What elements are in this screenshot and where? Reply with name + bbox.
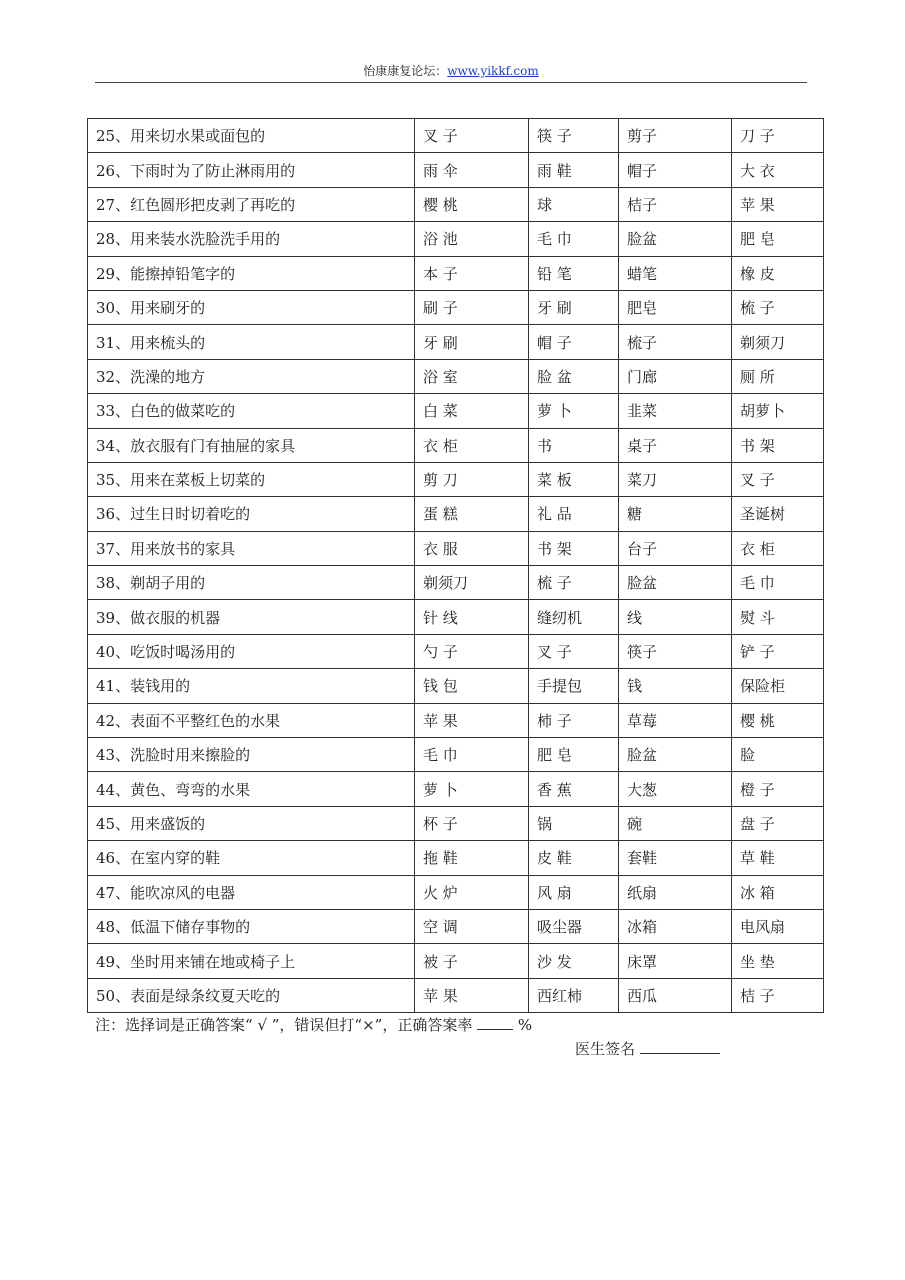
answer-option[interactable]: 纸扇 bbox=[619, 875, 732, 909]
answer-option[interactable]: 台子 bbox=[619, 531, 732, 565]
answer-option[interactable]: 浴 室 bbox=[415, 359, 529, 393]
answer-option[interactable]: 牙 刷 bbox=[529, 290, 619, 324]
answer-option[interactable]: 毛 巾 bbox=[732, 566, 824, 600]
question-row bbox=[88, 978, 824, 1012]
question-row bbox=[88, 772, 824, 806]
answer-option[interactable]: 手提包 bbox=[529, 669, 619, 703]
answer-option[interactable]: 橡 皮 bbox=[732, 256, 824, 290]
answer-option[interactable]: 叉 子 bbox=[732, 462, 824, 496]
question-text: 29、能擦掉铅笔字的 bbox=[88, 256, 415, 290]
answer-option[interactable]: 苹 果 bbox=[732, 187, 824, 221]
question-text: 49、坐时用来铺在地或椅子上 bbox=[88, 944, 415, 978]
answer-option[interactable]: 缝纫机 bbox=[529, 600, 619, 634]
answer-option[interactable]: 盘 子 bbox=[732, 806, 824, 840]
question-row bbox=[88, 325, 824, 359]
question-row bbox=[88, 290, 824, 324]
answer-option[interactable]: 筷子 bbox=[619, 634, 732, 668]
answer-option[interactable]: 书 架 bbox=[732, 428, 824, 462]
answer-option[interactable]: 梳 子 bbox=[529, 566, 619, 600]
question-text: 36、过生日时切着吃的 bbox=[88, 497, 415, 531]
question-row bbox=[88, 703, 824, 737]
question-row bbox=[88, 875, 824, 909]
answer-option[interactable]: 钱 bbox=[619, 669, 732, 703]
question-row bbox=[88, 566, 824, 600]
answer-option[interactable]: 剃须刀 bbox=[732, 325, 824, 359]
answer-option[interactable]: 樱 桃 bbox=[732, 703, 824, 737]
answer-option[interactable]: 橙 子 bbox=[732, 772, 824, 806]
answer-option[interactable]: 礼 品 bbox=[529, 497, 619, 531]
question-row bbox=[88, 394, 824, 428]
question-row bbox=[88, 806, 824, 840]
percent-sign: % bbox=[517, 1016, 533, 1034]
answer-option[interactable]: 线 bbox=[619, 600, 732, 634]
answer-option[interactable]: 冰 箱 bbox=[732, 875, 824, 909]
answer-option[interactable]: 蛋 糕 bbox=[415, 497, 529, 531]
answer-option[interactable]: 吸尘器 bbox=[529, 909, 619, 943]
signature-blank[interactable] bbox=[640, 1039, 720, 1054]
question-text: 28、用来装水洗脸洗手用的 bbox=[88, 222, 415, 256]
answer-option[interactable]: 韭菜 bbox=[619, 394, 732, 428]
question-text: 39、做衣服的机器 bbox=[88, 600, 415, 634]
answer-option[interactable]: 萝 卜 bbox=[529, 394, 619, 428]
question-row bbox=[88, 738, 824, 772]
question-text: 25、用来切水果或面包的 bbox=[88, 119, 415, 153]
answer-option[interactable]: 勺 子 bbox=[415, 634, 529, 668]
question-text: 46、在室内穿的鞋 bbox=[88, 841, 415, 875]
doctor-signature bbox=[575, 1038, 720, 1059]
answer-option[interactable]: 帽子 bbox=[619, 153, 732, 187]
question-text: 43、洗脸时用来擦脸的 bbox=[88, 738, 415, 772]
page-header bbox=[95, 62, 807, 83]
question-text: 37、用来放书的家具 bbox=[88, 531, 415, 565]
answer-option[interactable]: 菜刀 bbox=[619, 462, 732, 496]
answer-option[interactable]: 空 调 bbox=[415, 909, 529, 943]
question-row bbox=[88, 256, 824, 290]
answer-option[interactable]: 脸 盆 bbox=[529, 359, 619, 393]
question-row bbox=[88, 841, 824, 875]
answer-option[interactable]: 沙 发 bbox=[529, 944, 619, 978]
question-text: 32、洗澡的地方 bbox=[88, 359, 415, 393]
answer-option[interactable]: 脸 bbox=[732, 738, 824, 772]
note-text: 注：选择词是正确答案“ √ ”，错误但打“×”，正确答案率 bbox=[95, 1016, 473, 1034]
answer-option[interactable]: 保险柜 bbox=[732, 669, 824, 703]
answer-option[interactable]: 白 菜 bbox=[415, 394, 529, 428]
answer-option[interactable]: 拖 鞋 bbox=[415, 841, 529, 875]
answer-option[interactable]: 桔子 bbox=[619, 187, 732, 221]
site-name: 怡康康复论坛： bbox=[363, 64, 448, 78]
accuracy-rate-blank[interactable] bbox=[477, 1015, 513, 1030]
question-text: 48、低温下储存事物的 bbox=[88, 909, 415, 943]
answer-option[interactable]: 菜 板 bbox=[529, 462, 619, 496]
answer-option[interactable]: 钱 包 bbox=[415, 669, 529, 703]
answer-option[interactable]: 肥皂 bbox=[619, 290, 732, 324]
question-row bbox=[88, 944, 824, 978]
question-row bbox=[88, 600, 824, 634]
question-text: 42、表面不平整红色的水果 bbox=[88, 703, 415, 737]
answer-option[interactable]: 苹 果 bbox=[415, 978, 529, 1012]
answer-option[interactable]: 苹 果 bbox=[415, 703, 529, 737]
answer-option[interactable]: 熨 斗 bbox=[732, 600, 824, 634]
answer-option[interactable]: 梳子 bbox=[619, 325, 732, 359]
answer-option[interactable]: 刷 子 bbox=[415, 290, 529, 324]
answer-option[interactable]: 杯 子 bbox=[415, 806, 529, 840]
question-text: 33、白色的做菜吃的 bbox=[88, 394, 415, 428]
question-row bbox=[88, 222, 824, 256]
answer-option[interactable]: 剃须刀 bbox=[415, 566, 529, 600]
answer-option[interactable]: 铅 笔 bbox=[529, 256, 619, 290]
question-text: 38、剃胡子用的 bbox=[88, 566, 415, 600]
signature-label: 医生签名 bbox=[575, 1040, 636, 1058]
answer-option[interactable]: 衣 柜 bbox=[732, 531, 824, 565]
question-row bbox=[88, 153, 824, 187]
answer-option[interactable]: 胡萝卜 bbox=[732, 394, 824, 428]
answer-option[interactable]: 草莓 bbox=[619, 703, 732, 737]
answer-option[interactable]: 柿 子 bbox=[529, 703, 619, 737]
question-text: 47、能吹凉风的电器 bbox=[88, 875, 415, 909]
answer-option[interactable]: 毛 巾 bbox=[529, 222, 619, 256]
answer-option[interactable]: 门廊 bbox=[619, 359, 732, 393]
question-row bbox=[88, 359, 824, 393]
answer-option[interactable]: 樱 桃 bbox=[415, 187, 529, 221]
answer-option[interactable]: 套鞋 bbox=[619, 841, 732, 875]
question-table-body bbox=[88, 119, 824, 1013]
answer-option[interactable]: 草 鞋 bbox=[732, 841, 824, 875]
answer-option[interactable]: 帽 子 bbox=[529, 325, 619, 359]
answer-option[interactable]: 衣 柜 bbox=[415, 428, 529, 462]
answer-option[interactable]: 球 bbox=[529, 187, 619, 221]
answer-option[interactable]: 圣诞树 bbox=[732, 497, 824, 531]
answer-option[interactable]: 被 子 bbox=[415, 944, 529, 978]
question-text: 30、用来刷牙的 bbox=[88, 290, 415, 324]
answer-option[interactable]: 电风扇 bbox=[732, 909, 824, 943]
answer-option[interactable]: 书 bbox=[529, 428, 619, 462]
answer-option[interactable]: 书 架 bbox=[529, 531, 619, 565]
answer-option[interactable]: 脸盆 bbox=[619, 222, 732, 256]
answer-option[interactable]: 坐 垫 bbox=[732, 944, 824, 978]
answer-option[interactable]: 剪 刀 bbox=[415, 462, 529, 496]
site-url-link[interactable]: www.yikkf.com bbox=[447, 64, 539, 78]
answer-option[interactable]: 衣 服 bbox=[415, 531, 529, 565]
question-row bbox=[88, 531, 824, 565]
question-row bbox=[88, 497, 824, 531]
question-text: 35、用来在菜板上切菜的 bbox=[88, 462, 415, 496]
answer-option[interactable]: 毛 巾 bbox=[415, 738, 529, 772]
answer-option[interactable]: 本 子 bbox=[415, 256, 529, 290]
answer-option[interactable]: 剪子 bbox=[619, 119, 732, 153]
question-row bbox=[88, 428, 824, 462]
answer-option[interactable]: 糖 bbox=[619, 497, 732, 531]
answer-option[interactable]: 针 线 bbox=[415, 600, 529, 634]
question-row bbox=[88, 909, 824, 943]
answer-option[interactable]: 皮 鞋 bbox=[529, 841, 619, 875]
answer-option[interactable]: 梳 子 bbox=[732, 290, 824, 324]
answer-option[interactable]: 火 炉 bbox=[415, 875, 529, 909]
answer-option[interactable]: 牙 刷 bbox=[415, 325, 529, 359]
answer-option[interactable]: 厕 所 bbox=[732, 359, 824, 393]
question-text: 31、用来梳头的 bbox=[88, 325, 415, 359]
question-text: 40、吃饭时喝汤用的 bbox=[88, 634, 415, 668]
answer-option[interactable]: 大葱 bbox=[619, 772, 732, 806]
question-row bbox=[88, 462, 824, 496]
answer-option[interactable]: 香 蕉 bbox=[529, 772, 619, 806]
answer-option[interactable]: 萝 卜 bbox=[415, 772, 529, 806]
question-row bbox=[88, 187, 824, 221]
answer-option[interactable]: 大 衣 bbox=[732, 153, 824, 187]
answer-option[interactable]: 锅 bbox=[529, 806, 619, 840]
question-text: 50、表面是绿条纹夏天吃的 bbox=[88, 978, 415, 1012]
answer-option[interactable]: 叉 子 bbox=[415, 119, 529, 153]
answer-option[interactable]: 浴 池 bbox=[415, 222, 529, 256]
answer-note bbox=[95, 1014, 532, 1035]
question-text: 34、放衣服有门有抽屉的家具 bbox=[88, 428, 415, 462]
question-text: 27、红色圆形把皮剥了再吃的 bbox=[88, 187, 415, 221]
answer-option[interactable]: 铲 子 bbox=[732, 634, 824, 668]
answer-option[interactable]: 雨 鞋 bbox=[529, 153, 619, 187]
answer-option[interactable]: 西瓜 bbox=[619, 978, 732, 1012]
question-row bbox=[88, 634, 824, 668]
answer-option[interactable]: 冰箱 bbox=[619, 909, 732, 943]
answer-option[interactable]: 碗 bbox=[619, 806, 732, 840]
question-text: 44、黄色、弯弯的水果 bbox=[88, 772, 415, 806]
question-text: 26、下雨时为了防止淋雨用的 bbox=[88, 153, 415, 187]
question-row bbox=[88, 119, 824, 153]
answer-option[interactable]: 雨 伞 bbox=[415, 153, 529, 187]
question-table bbox=[87, 118, 824, 1013]
answer-option[interactable]: 脸盆 bbox=[619, 738, 732, 772]
answer-option[interactable]: 肥 皂 bbox=[529, 738, 619, 772]
answer-option[interactable]: 脸盆 bbox=[619, 566, 732, 600]
answer-option[interactable]: 风 扇 bbox=[529, 875, 619, 909]
question-text: 41、装钱用的 bbox=[88, 669, 415, 703]
answer-option[interactable]: 桌子 bbox=[619, 428, 732, 462]
answer-option[interactable]: 肥 皂 bbox=[732, 222, 824, 256]
question-row bbox=[88, 669, 824, 703]
answer-option[interactable]: 西红柿 bbox=[529, 978, 619, 1012]
answer-option[interactable]: 桔 子 bbox=[732, 978, 824, 1012]
question-text: 45、用来盛饭的 bbox=[88, 806, 415, 840]
answer-option[interactable]: 刀 子 bbox=[732, 119, 824, 153]
answer-option[interactable]: 筷 子 bbox=[529, 119, 619, 153]
answer-option[interactable]: 叉 子 bbox=[529, 634, 619, 668]
answer-option[interactable]: 床罩 bbox=[619, 944, 732, 978]
answer-option[interactable]: 蜡笔 bbox=[619, 256, 732, 290]
